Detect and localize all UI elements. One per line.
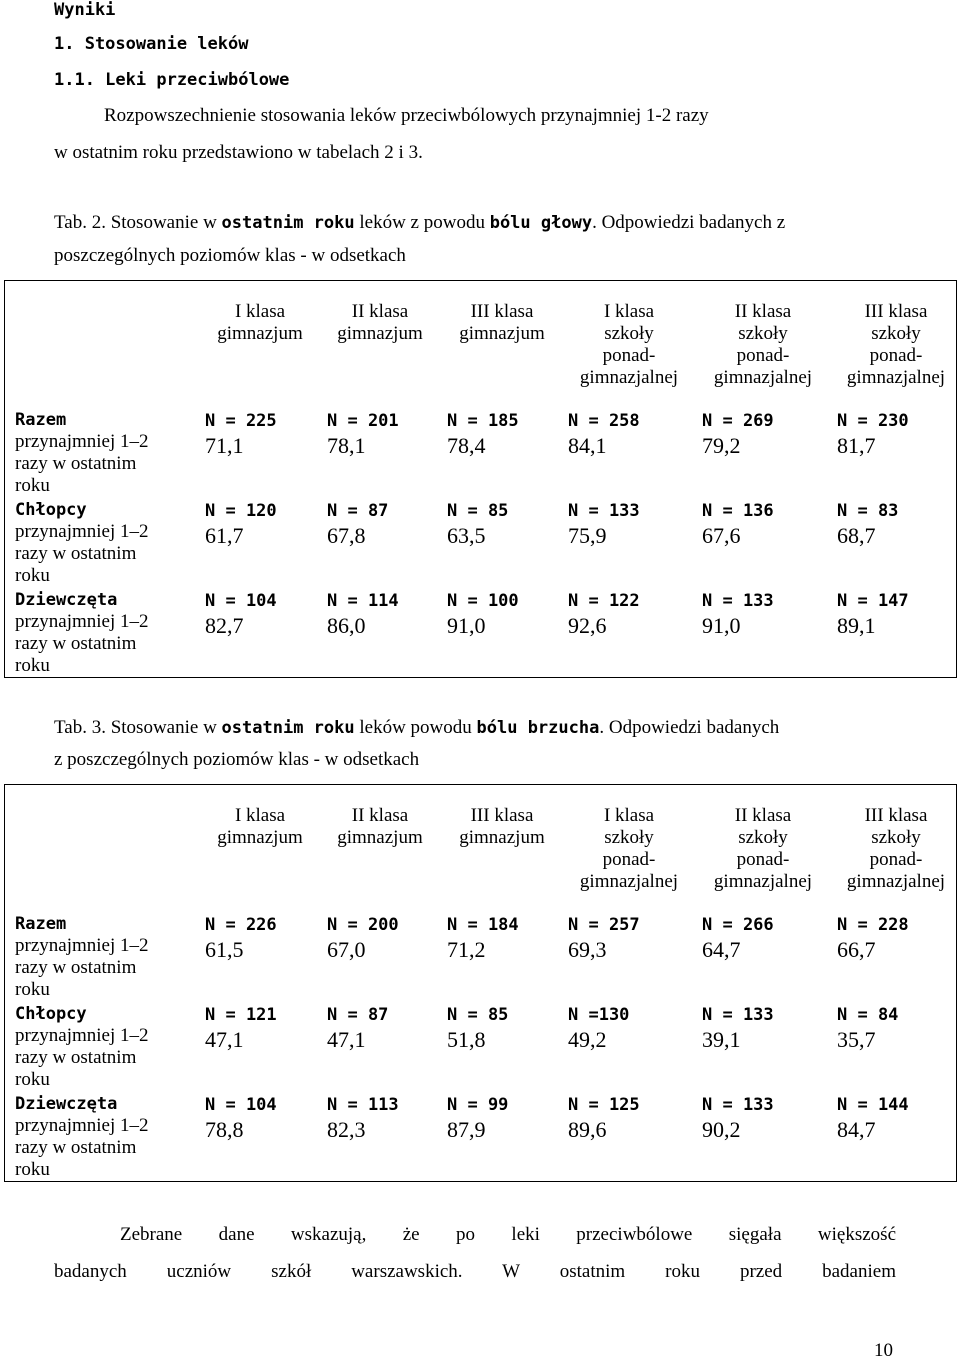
- sample-size-cell: N = 226: [205, 915, 277, 935]
- column-header: [320, 805, 440, 849]
- percentage-cell: 67,6: [702, 523, 741, 548]
- percentage-cell: 78,1: [327, 433, 366, 458]
- row-label-line: roku: [15, 1069, 50, 1090]
- percentage-cell: 86,0: [327, 613, 366, 638]
- column-header-line: I klasa: [234, 301, 286, 322]
- column-header-line: gimnazjalnej: [579, 871, 679, 892]
- column-header: [563, 805, 695, 893]
- percentage-cell: 61,7: [205, 523, 244, 548]
- group-name: Chłopcy: [15, 1004, 87, 1024]
- row-label-line: razy w ostatnim: [15, 957, 137, 978]
- sample-size-cell: N = 133: [702, 1095, 774, 1115]
- column-header-line: szkoły: [871, 323, 921, 344]
- row-label: [15, 431, 149, 497]
- sample-size-cell: N = 85: [447, 501, 509, 521]
- percentage-cell: 51,8: [447, 1027, 486, 1052]
- column-header-line: gimnazjalnej: [846, 871, 946, 892]
- sample-size-cell: N = 120: [205, 501, 277, 521]
- sample-size-cell: N = 266: [702, 915, 774, 935]
- column-header-line: II klasa: [351, 805, 409, 826]
- column-header: [442, 301, 562, 345]
- intro-text-line2: w ostatnim roku przedstawiono w tabelach 2 i 3.: [54, 142, 423, 163]
- column-header-line: I klasa: [234, 805, 286, 826]
- column-header-line: ponad-: [602, 849, 656, 870]
- column-header: [442, 805, 562, 849]
- table2-caption-line1: Tab. 2. Stosowanie w ostatnim roku leków z powodu bólu głowy. Odpowiedzi badanych z: [54, 212, 786, 233]
- sample-size-cell: N = 104: [205, 1095, 277, 1115]
- column-header-line: I klasa: [603, 301, 655, 322]
- row-label-line: razy w ostatnim: [15, 453, 137, 474]
- heading-section-1-1: 1.1. Leki przeciwbólowe: [54, 70, 290, 90]
- page-number: 10: [874, 1340, 893, 1361]
- row-label: [15, 521, 149, 587]
- percentage-cell: 84,1: [568, 433, 607, 458]
- percentage-cell: 81,7: [837, 433, 876, 458]
- sample-size-cell: N = 185: [447, 411, 519, 431]
- sample-size-cell: N = 99: [447, 1095, 509, 1115]
- table3-caption-line2: z poszczególnych poziomów klas - w odsetkach: [54, 749, 420, 770]
- percentage-cell: 47,1: [327, 1027, 366, 1052]
- percentage-cell: 39,1: [702, 1027, 741, 1052]
- sample-size-cell: N =130: [568, 1005, 630, 1025]
- percentage-cell: 79,2: [702, 433, 741, 458]
- row-label-line: przynajmniej 1–2: [15, 1025, 149, 1046]
- percentage-cell: 91,0: [702, 613, 741, 638]
- sample-size-cell: N = 257: [568, 915, 640, 935]
- sample-size-cell: N = 104: [205, 591, 277, 611]
- percentage-cell: 78,8: [205, 1117, 244, 1142]
- sample-size-cell: N = 133: [702, 1005, 774, 1025]
- percentage-cell: 84,7: [837, 1117, 876, 1142]
- column-header-line: ponad-: [869, 345, 923, 366]
- group-name: Dziewczęta: [15, 590, 118, 610]
- percentage-cell: 89,1: [837, 613, 876, 638]
- column-header-line: gimnazjum: [337, 323, 423, 344]
- sample-size-cell: N = 201: [327, 411, 399, 431]
- table-2: [4, 280, 957, 678]
- row-label-line: roku: [15, 565, 50, 586]
- percentage-cell: 71,1: [205, 433, 244, 458]
- column-header: [831, 805, 960, 893]
- group-name: Chłopcy: [15, 500, 87, 520]
- group-name: Razem: [15, 410, 67, 430]
- table-3: [4, 784, 957, 1182]
- sample-size-cell: N = 133: [702, 591, 774, 611]
- column-header: [200, 805, 320, 849]
- percentage-cell: 68,7: [837, 523, 876, 548]
- column-header-line: szkoły: [604, 827, 654, 848]
- column-header-line: II klasa: [734, 805, 792, 826]
- percentage-cell: 67,8: [327, 523, 366, 548]
- column-header-line: szkoły: [738, 827, 788, 848]
- heading-section-1: 1. Stosowanie leków: [54, 34, 249, 54]
- sample-size-cell: N = 113: [327, 1095, 399, 1115]
- percentage-cell: 91,0: [447, 613, 486, 638]
- column-header: [831, 301, 960, 389]
- sample-size-cell: N = 200: [327, 915, 399, 935]
- percentage-cell: 82,7: [205, 613, 244, 638]
- percentage-cell: 63,5: [447, 523, 486, 548]
- sample-size-cell: N = 133: [568, 501, 640, 521]
- column-header-line: gimnazjalnej: [846, 367, 946, 388]
- column-header-line: III klasa: [470, 301, 534, 322]
- row-label-line: przynajmniej 1–2: [15, 611, 149, 632]
- sample-size-cell: N = 230: [837, 411, 909, 431]
- percentage-cell: 66,7: [837, 937, 876, 962]
- column-header-line: ponad-: [602, 345, 656, 366]
- percentage-cell: 92,6: [568, 613, 607, 638]
- percentage-cell: 67,0: [327, 937, 366, 962]
- row-label-line: roku: [15, 979, 50, 1000]
- group-name: Dziewczęta: [15, 1094, 118, 1114]
- column-header-line: I klasa: [603, 805, 655, 826]
- sample-size-cell: N = 85: [447, 1005, 509, 1025]
- row-label-line: przynajmniej 1–2: [15, 935, 149, 956]
- sample-size-cell: N = 87: [327, 1005, 389, 1025]
- row-label-line: przynajmniej 1–2: [15, 1115, 149, 1136]
- column-header-line: ponad-: [736, 345, 790, 366]
- column-header-line: III klasa: [470, 805, 534, 826]
- sample-size-cell: N = 83: [837, 501, 899, 521]
- row-label: [15, 611, 149, 677]
- row-label-line: razy w ostatnim: [15, 633, 137, 654]
- column-header-line: gimnazjum: [337, 827, 423, 848]
- percentage-cell: 82,3: [327, 1117, 366, 1142]
- table2-caption-line2: poszczególnych poziomów klas - w odsetkach: [54, 245, 406, 266]
- column-header-line: ponad-: [736, 849, 790, 870]
- sample-size-cell: N = 147: [837, 591, 909, 611]
- sample-size-cell: N = 269: [702, 411, 774, 431]
- column-header-line: III klasa: [864, 301, 928, 322]
- row-label-line: roku: [15, 655, 50, 676]
- column-header-line: gimnazjalnej: [579, 367, 679, 388]
- column-header-line: gimnazjum: [217, 827, 303, 848]
- percentage-cell: 90,2: [702, 1117, 741, 1142]
- sample-size-cell: N = 114: [327, 591, 399, 611]
- row-label: [15, 1025, 149, 1091]
- percentage-cell: 35,7: [837, 1027, 876, 1052]
- column-header-line: III klasa: [864, 805, 928, 826]
- sample-size-cell: N = 228: [837, 915, 909, 935]
- closing-text-line1: Zebrane dane wskazują, że po leki przeciwbólowe sięgała większość: [120, 1224, 896, 1245]
- group-name: Razem: [15, 914, 67, 934]
- column-header: [697, 301, 829, 389]
- column-header: [697, 805, 829, 893]
- column-header-line: gimnazjum: [217, 323, 303, 344]
- column-header-line: szkoły: [871, 827, 921, 848]
- column-header-line: II klasa: [351, 301, 409, 322]
- percentage-cell: 89,6: [568, 1117, 607, 1142]
- percentage-cell: 64,7: [702, 937, 741, 962]
- percentage-cell: 71,2: [447, 937, 486, 962]
- row-label: [15, 935, 149, 1001]
- row-label-line: razy w ostatnim: [15, 1047, 137, 1068]
- row-label-line: razy w ostatnim: [15, 543, 137, 564]
- sample-size-cell: N = 258: [568, 411, 640, 431]
- column-header-line: szkoły: [738, 323, 788, 344]
- column-header-line: ponad-: [869, 849, 923, 870]
- sample-size-cell: N = 100: [447, 591, 519, 611]
- sample-size-cell: N = 84: [837, 1005, 899, 1025]
- percentage-cell: 78,4: [447, 433, 486, 458]
- row-label-line: roku: [15, 475, 50, 496]
- percentage-cell: 69,3: [568, 937, 607, 962]
- sample-size-cell: N = 121: [205, 1005, 277, 1025]
- table3-caption-line1: Tab. 3. Stosowanie w ostatnim roku leków powodu bólu brzucha. Odpowiedzi badanych: [54, 717, 780, 738]
- column-header: [320, 301, 440, 345]
- intro-text-line1: Rozpowszechnienie stosowania leków przeciwbólowych przynajmniej 1-2 razy: [104, 105, 709, 126]
- percentage-cell: 61,5: [205, 937, 244, 962]
- sample-size-cell: N = 144: [837, 1095, 909, 1115]
- column-header-line: szkoły: [604, 323, 654, 344]
- column-header: [563, 301, 695, 389]
- column-header-line: gimnazjum: [459, 323, 545, 344]
- column-header-line: gimnazjalnej: [713, 871, 813, 892]
- column-header-line: gimnazjalnej: [713, 367, 813, 388]
- sample-size-cell: N = 125: [568, 1095, 640, 1115]
- percentage-cell: 49,2: [568, 1027, 607, 1052]
- percentage-cell: 75,9: [568, 523, 607, 548]
- row-label: [15, 1115, 149, 1181]
- sample-size-cell: N = 225: [205, 411, 277, 431]
- sample-size-cell: N = 184: [447, 915, 519, 935]
- closing-text-line2: badanych uczniów szkół warszawskich. W ostatnim roku przed badaniem: [54, 1261, 896, 1282]
- sample-size-cell: N = 136: [702, 501, 774, 521]
- row-label-line: przynajmniej 1–2: [15, 431, 149, 452]
- sample-size-cell: N = 122: [568, 591, 640, 611]
- row-label-line: przynajmniej 1–2: [15, 521, 149, 542]
- heading-results: Wyniki: [54, 0, 116, 20]
- row-label-line: razy w ostatnim: [15, 1137, 137, 1158]
- sample-size-cell: N = 87: [327, 501, 389, 521]
- row-label-line: roku: [15, 1159, 50, 1180]
- column-header-line: gimnazjum: [459, 827, 545, 848]
- percentage-cell: 87,9: [447, 1117, 486, 1142]
- percentage-cell: 47,1: [205, 1027, 244, 1052]
- column-header: [200, 301, 320, 345]
- column-header-line: II klasa: [734, 301, 792, 322]
